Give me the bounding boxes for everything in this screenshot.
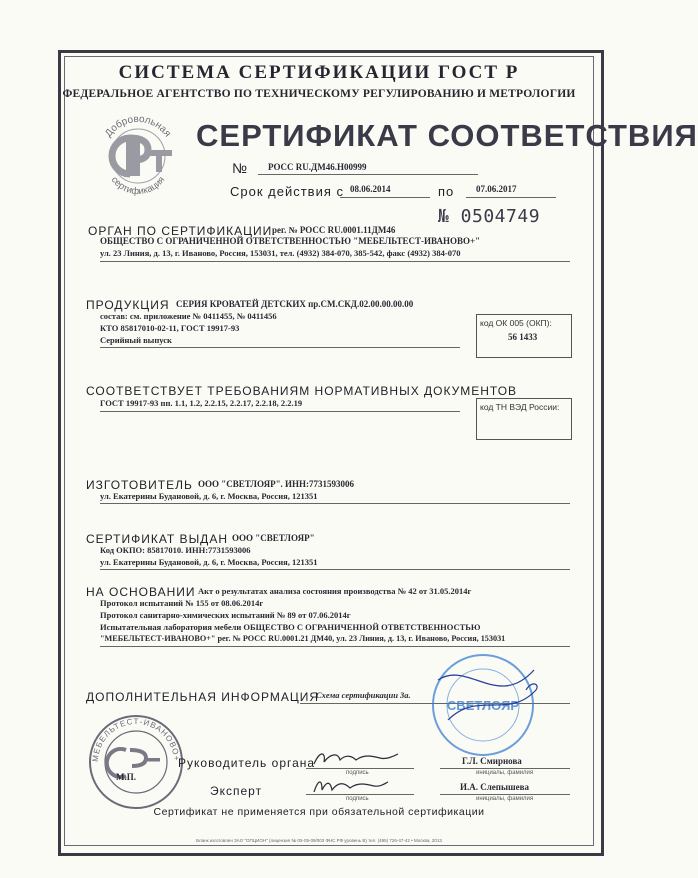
organ-address: ул. 23 Линия, д. 13, г. Иваново, Россия, 153031, тел. (4932) 384-070, 385-542, факс (4932) 384-070 [100,248,461,258]
okp-label: код ОК 005 (ОКП): [480,318,552,328]
organ-reg: рег. № РОСС RU.0001.11ДМ46 [272,225,396,235]
product-label: ПРОДУКЦИЯ [86,298,170,312]
head-name-line [440,768,570,769]
manufacturer-label: ИЗГОТОВИТЕЛЬ [86,478,193,492]
issued-address: ул. Екатерины Будановой, д. 6, г. Москва, Россия, 121351 [100,557,318,567]
product-release: Серийный выпуск [100,335,172,345]
left-stamp-ring-text: МЕБЕЛЬТЕСТ-ИВАНОВО+ [90,716,182,763]
logo-top-text: Добровольная [103,113,173,140]
validity-to: 07.06.2017 [476,184,517,194]
head-name-caption: инициалы, фамилия [476,770,534,776]
certificate-title: СЕРТИФИКАТ СООТВЕТСТВИЯ [196,118,698,153]
additional-label: ДОПОЛНИТЕЛЬНАЯ ИНФОРМАЦИЯ [86,690,319,704]
validity-from: 08.06.2014 [350,184,391,194]
expert-name-caption: инициалы, фамилия [476,796,534,802]
product-codes: КТО 85817010-02-11, ГОСТ 19917-93 [100,323,240,333]
mp-label: М.П. [116,772,136,782]
number-underline [258,174,478,175]
expert-name-line [440,794,570,795]
system-title: СИСТЕМА СЕРТИФИКАЦИИ ГОСТ Р [118,62,520,83]
okp-value: 56 1433 [508,332,538,342]
organ-underline [100,261,570,262]
footer-note: Сертификат не применяется при обязательной сертификации [153,806,485,818]
validity-to-label: по [438,184,455,199]
left-stamp-icon [86,712,186,812]
validity-from-underline [340,197,430,198]
basis-line-2: Протокол испытаний № 155 от 08.06.2014г [100,598,264,608]
issued-underline [100,569,570,570]
logo-bottom-text: сертификация [108,174,168,198]
certificate-number: РОСС RU.ДМ46.Н00999 [268,162,367,172]
svg-text:МЕБЕЛЬТЕСТ-ИВАНОВО+ [91,717,181,762]
tnved-label: код ТН ВЭД России: [480,402,560,412]
basis-line-4: Испытательная лаборатория мебели ОБЩЕСТВО С ОГРАНИЧЕННОЙ ОТВЕТСТВЕННОСТЬЮ [100,622,481,632]
product-underline [100,347,460,348]
issued-name: ООО "СВЕТЛОЯР" [232,533,315,543]
manufacturer-address: ул. Екатерины Будановой, д. 6, г. Москва, Россия, 121351 [100,491,318,501]
head-name: Г.Л. Смирнова [462,756,522,766]
compliance-label: СООТВЕТСТВУЕТ ТРЕБОВАНИЯМ НОРМАТИВНЫХ ДОКУМЕНТОВ [86,384,518,398]
product-composition: состав: см. приложение № 0411455, № 0411456 [100,311,277,321]
head-label: Руководитель органа [178,756,316,770]
rst-logo-icon [90,112,186,198]
expert-sig-caption: подпись [346,796,369,802]
validity-to-underline [466,197,556,198]
basis-line-5: "МЕБЕЛЬТЕСТ-ИВАНОВО+" рег. № РОСС RU.0001.21 ДМ40, ул. 23 Линия, д. 13, г. Иваново, Россия, 153031 [100,634,506,643]
expert-label: Эксперт [210,784,263,798]
product-name: СЕРИЯ КРОВАТЕЙ ДЕТСКИХ пр.СМ.СКД.02.00.00.00.00 [176,299,414,309]
basis-label: НА ОСНОВАНИИ [86,585,196,599]
organ-name: ОБЩЕСТВО С ОГРАНИЧЕННОЙ ОТВЕТСТВЕННОСТЬЮ "МЕБЕЛЬТЕСТ-ИВАНОВО+" [100,236,481,246]
serial-number: № 0504749 [438,206,541,227]
issued-label: СЕРТИФИКАТ ВЫДАН [86,532,228,546]
print-info: Бланк изготовлен ЗАО "ОПЦИОН" (лицензия № 05-05-09/003 ФНС РФ уровень В) тел. (495) 726-47-42 • Москва, 2013 [196,838,442,843]
basis-line-1: Акт о результатах анализа состояния производства № 42 от 31.05.2014г [198,586,472,596]
head-signature-icon [310,748,400,770]
validity-label: Срок действия с [230,184,344,199]
manufacturer-underline [100,503,570,504]
number-label: № [232,160,249,176]
basis-line-3: Протокол санитарно-химических испытаний № 89 от 07.06.2014г [100,610,351,620]
agency-name: ФЕДЕРАЛЬНОЕ АГЕНТСТВО ПО ТЕХНИЧЕСКОМУ РЕГУЛИРОВАНИЮ И МЕТРОЛОГИИ [62,88,576,100]
organ-label: ОРГАН ПО СЕРТИФИКАЦИИ [88,224,273,238]
expert-signature-icon [310,774,390,796]
manufacturer-name: ООО "СВЕТЛОЯР". ИНН:7731593006 [198,479,355,489]
compliance-text: ГОСТ 19917-93 пп. 1.1, 1.2, 2.2.15, 2.2.17, 2.2.18, 2.2.19 [100,398,303,408]
expert-name: И.А. Слепышева [460,782,529,792]
svg-text:сертификация [109,175,168,198]
right-stamp-text: СВЕТЛОЯР [446,698,520,713]
scheme-text: Схема сертификации 3а. [316,690,411,700]
basis-underline [100,646,570,647]
compliance-underline [100,411,460,412]
head-sig-caption: подпись [346,770,369,776]
issued-codes: Код ОКПО: 85817010. ИНН:7731593006 [100,545,251,555]
right-stamp-icon [428,650,538,760]
